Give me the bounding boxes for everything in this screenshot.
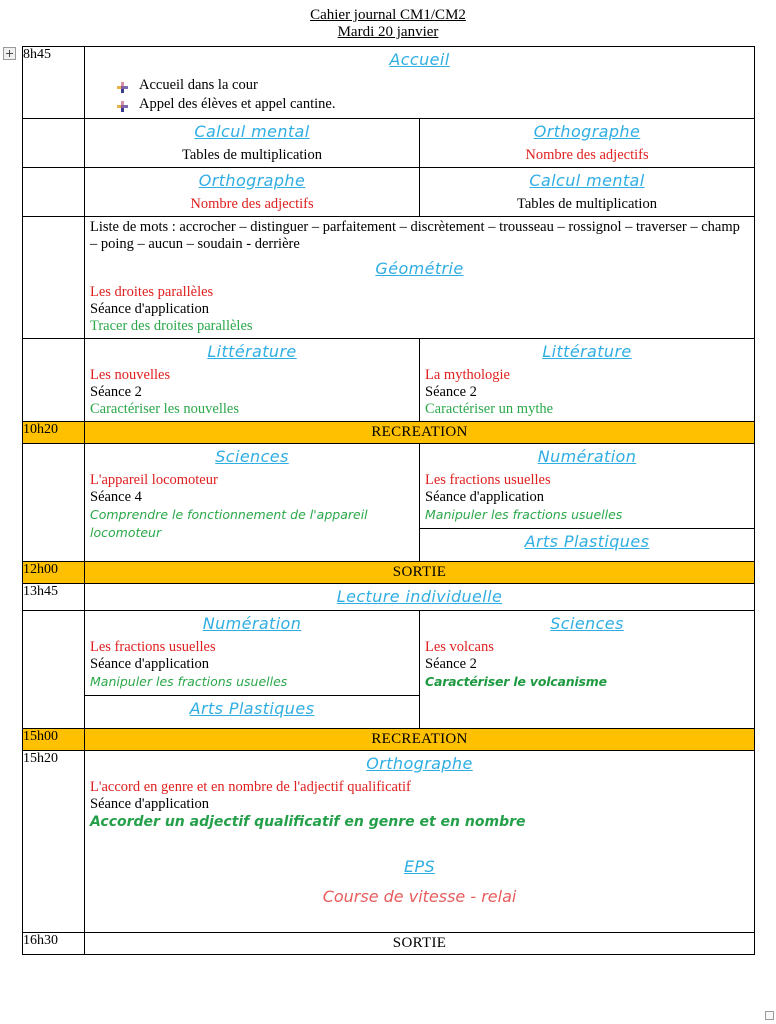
cell-geometrie: [85, 217, 755, 339]
spacer: [85, 912, 754, 932]
table-row-lecture: [23, 584, 755, 611]
subject-orthographe: Orthographe: [533, 122, 641, 141]
seance-litterature-left: Séance 2: [90, 384, 142, 400]
cell-orthographe-apm: [85, 751, 755, 933]
time-recreation-matin: 10h20: [23, 422, 85, 444]
cell-accueil: [85, 47, 755, 119]
banner-recreation: RECREATION: [371, 424, 468, 440]
cell-numeration-matin: [420, 444, 755, 562]
banner-sortie: SORTIE: [392, 564, 447, 580]
table-move-handle-icon[interactable]: [3, 47, 16, 60]
spacer: [85, 834, 754, 854]
table-row-recreation-matin: [23, 422, 755, 444]
cell-rituels-1-left: [85, 119, 420, 168]
objective-sciences-matin: Comprendre le fonctionnement de l'appareil locomoteur: [90, 507, 368, 540]
lesson-plan-table: [22, 46, 755, 955]
table-row-litterature: [23, 339, 755, 422]
table-row-orthographe-apm: [23, 751, 755, 933]
subject-numeration: Numération: [202, 614, 302, 633]
cell-sciences-matin: [85, 444, 420, 562]
cell-numeration-apm-main: [85, 611, 419, 696]
notion-fractions-usuelles: Les fractions usuelles: [90, 639, 216, 655]
table-row-fin-matinee: [23, 444, 755, 562]
subject-lecture-individuelle: Lecture individuelle: [336, 587, 503, 606]
detail-nombre-adjectifs: Nombre des adjectifs: [190, 196, 314, 212]
cell-sciences-apm: [420, 611, 755, 729]
subject-geometrie: Géométrie: [375, 259, 464, 278]
subject-sciences: Sciences: [550, 614, 624, 633]
objective-numeration-apm: Manipuler les fractions usuelles: [90, 674, 288, 689]
notion-appareil-locomoteur: L'appareil locomoteur: [90, 472, 218, 488]
liste-de-mots: Liste de mots : accrocher – distinguer – parfaitement – discrètement – trousseau – rossignol – traverser – champ – poing – aucun – soudain - derrière: [90, 219, 740, 252]
detail-nombre-adjectifs: Nombre des adjectifs: [525, 147, 649, 163]
objective-litterature-left: Caractériser les nouvelles: [90, 401, 239, 417]
table-row: [420, 529, 754, 562]
cell-numeration-apm: [85, 611, 420, 729]
subject-arts-plastiques: Arts Plastiques: [524, 532, 650, 551]
time-empty: [23, 168, 85, 217]
cell-litterature-right: [420, 339, 755, 422]
objective-litterature-right: Caractériser un mythe: [425, 401, 554, 417]
accueil-bullet-text: Appel des élèves et appel cantine.: [139, 96, 336, 112]
time-empty: [23, 444, 85, 562]
time-empty: [23, 611, 85, 729]
banner-sortie: SORTIE: [85, 933, 754, 954]
time-empty: [23, 339, 85, 422]
notion-la-mythologie: La mythologie: [425, 367, 510, 383]
accueil-bullet-text: Accueil dans la cour: [139, 77, 258, 93]
spacer: [420, 555, 754, 561]
spacer: [85, 722, 419, 728]
subject-accueil: Accueil: [389, 50, 450, 69]
subject-litterature: Littérature: [207, 342, 297, 361]
detail-tables-multiplication: Tables de multiplication: [517, 196, 657, 212]
table-row: [85, 611, 419, 696]
cell-numeration-matin-main: [420, 444, 754, 529]
diamond-bullet-icon: [117, 99, 128, 110]
subject-orthographe: Orthographe: [198, 171, 306, 190]
subject-litterature: Littérature: [542, 342, 632, 361]
subject-calcul-mental: Calcul mental: [529, 171, 645, 190]
table-row-apres-midi: [23, 611, 755, 729]
time-empty: [23, 217, 85, 339]
subject-sciences: Sciences: [215, 447, 289, 466]
list-item: [117, 95, 754, 114]
diamond-bullet-icon: [117, 80, 128, 91]
numeration-matin-split: [420, 444, 754, 561]
notion-accord-adjectif: L'accord en genre et en nombre de l'adjectif qualificatif: [90, 779, 411, 795]
cell-recreation-apm: [85, 729, 755, 751]
table-row-sortie-midi: [23, 562, 755, 584]
cell-recreation-matin: [85, 422, 755, 444]
seance-sciences-apm: Séance 2: [425, 656, 477, 672]
table-row-sortie-soir: [23, 933, 755, 955]
objective-orthographe-apm: Accorder un adjectif qualificatif en genre et en nombre: [90, 814, 526, 830]
cell-rituels-1-right: [420, 119, 755, 168]
cell-arts-plastiques-apm: [85, 696, 419, 729]
cell-lecture: [85, 584, 755, 611]
subject-orthographe: Orthographe: [366, 754, 473, 773]
time-sortie-soir: 16h30: [23, 933, 85, 955]
notion-les-volcans: Les volcans: [425, 639, 494, 655]
table-row-accueil: [23, 47, 755, 119]
activity-eps: Course de vitesse - relai: [322, 887, 517, 906]
cell-sortie-midi: [85, 562, 755, 584]
time-sortie-midi: 12h00: [23, 562, 85, 584]
notion-fractions-usuelles: Les fractions usuelles: [425, 472, 551, 488]
time-orthographe-apm: 15h20: [23, 751, 85, 933]
time-recreation-apm: 15h00: [23, 729, 85, 751]
table-row: [85, 696, 419, 729]
table-row: [420, 444, 754, 529]
time-accueil: 8h45: [23, 47, 85, 119]
title-line-2: Mardi 20 janvier: [337, 24, 439, 40]
seance-numeration-apm: Séance d'application: [90, 656, 209, 672]
time-empty: [23, 119, 85, 168]
table-row-recreation-apm: [23, 729, 755, 751]
cell-litterature-left: [85, 339, 420, 422]
seance-numeration-matin: Séance d'application: [425, 489, 544, 505]
seance-orthographe-apm: Séance d'application: [90, 796, 209, 812]
time-lecture: 13h45: [23, 584, 85, 611]
table-row-rituels-1: [23, 119, 755, 168]
subject-eps: EPS: [403, 857, 436, 876]
table-row-rituels-2: [23, 168, 755, 217]
cell-rituels-2-left: [85, 168, 420, 217]
objective-geometrie: Tracer des droites parallèles: [90, 318, 253, 334]
numeration-apm-split: [85, 611, 419, 728]
subject-numeration: Numération: [537, 447, 637, 466]
document-title: [0, 0, 776, 41]
list-item: [117, 76, 754, 95]
subject-arts-plastiques: Arts Plastiques: [189, 699, 315, 718]
seance-litterature-right: Séance 2: [425, 384, 477, 400]
banner-recreation: RECREATION: [371, 731, 468, 747]
cell-arts-plastiques-matin: [420, 529, 754, 562]
detail-tables-multiplication: Tables de multiplication: [182, 147, 322, 163]
seance-geometrie: Séance d'application: [90, 301, 209, 317]
subject-calcul-mental: Calcul mental: [194, 122, 310, 141]
cell-sortie-soir: [85, 933, 755, 955]
notion-les-nouvelles: Les nouvelles: [90, 367, 171, 383]
table-resize-handle-icon[interactable]: [765, 1011, 774, 1020]
table-row-geometrie: [23, 217, 755, 339]
seance-sciences-matin: Séance 4: [90, 489, 142, 505]
objective-sciences-apm: Caractériser le volcanisme: [425, 674, 607, 689]
cell-rituels-2-right: [420, 168, 755, 217]
title-line-1: Cahier journal CM1/CM2: [310, 7, 466, 23]
notion-geometrie: Les droites parallèles: [90, 284, 214, 300]
accueil-bullet-list: [85, 76, 754, 114]
objective-numeration-matin: Manipuler les fractions usuelles: [425, 507, 623, 522]
